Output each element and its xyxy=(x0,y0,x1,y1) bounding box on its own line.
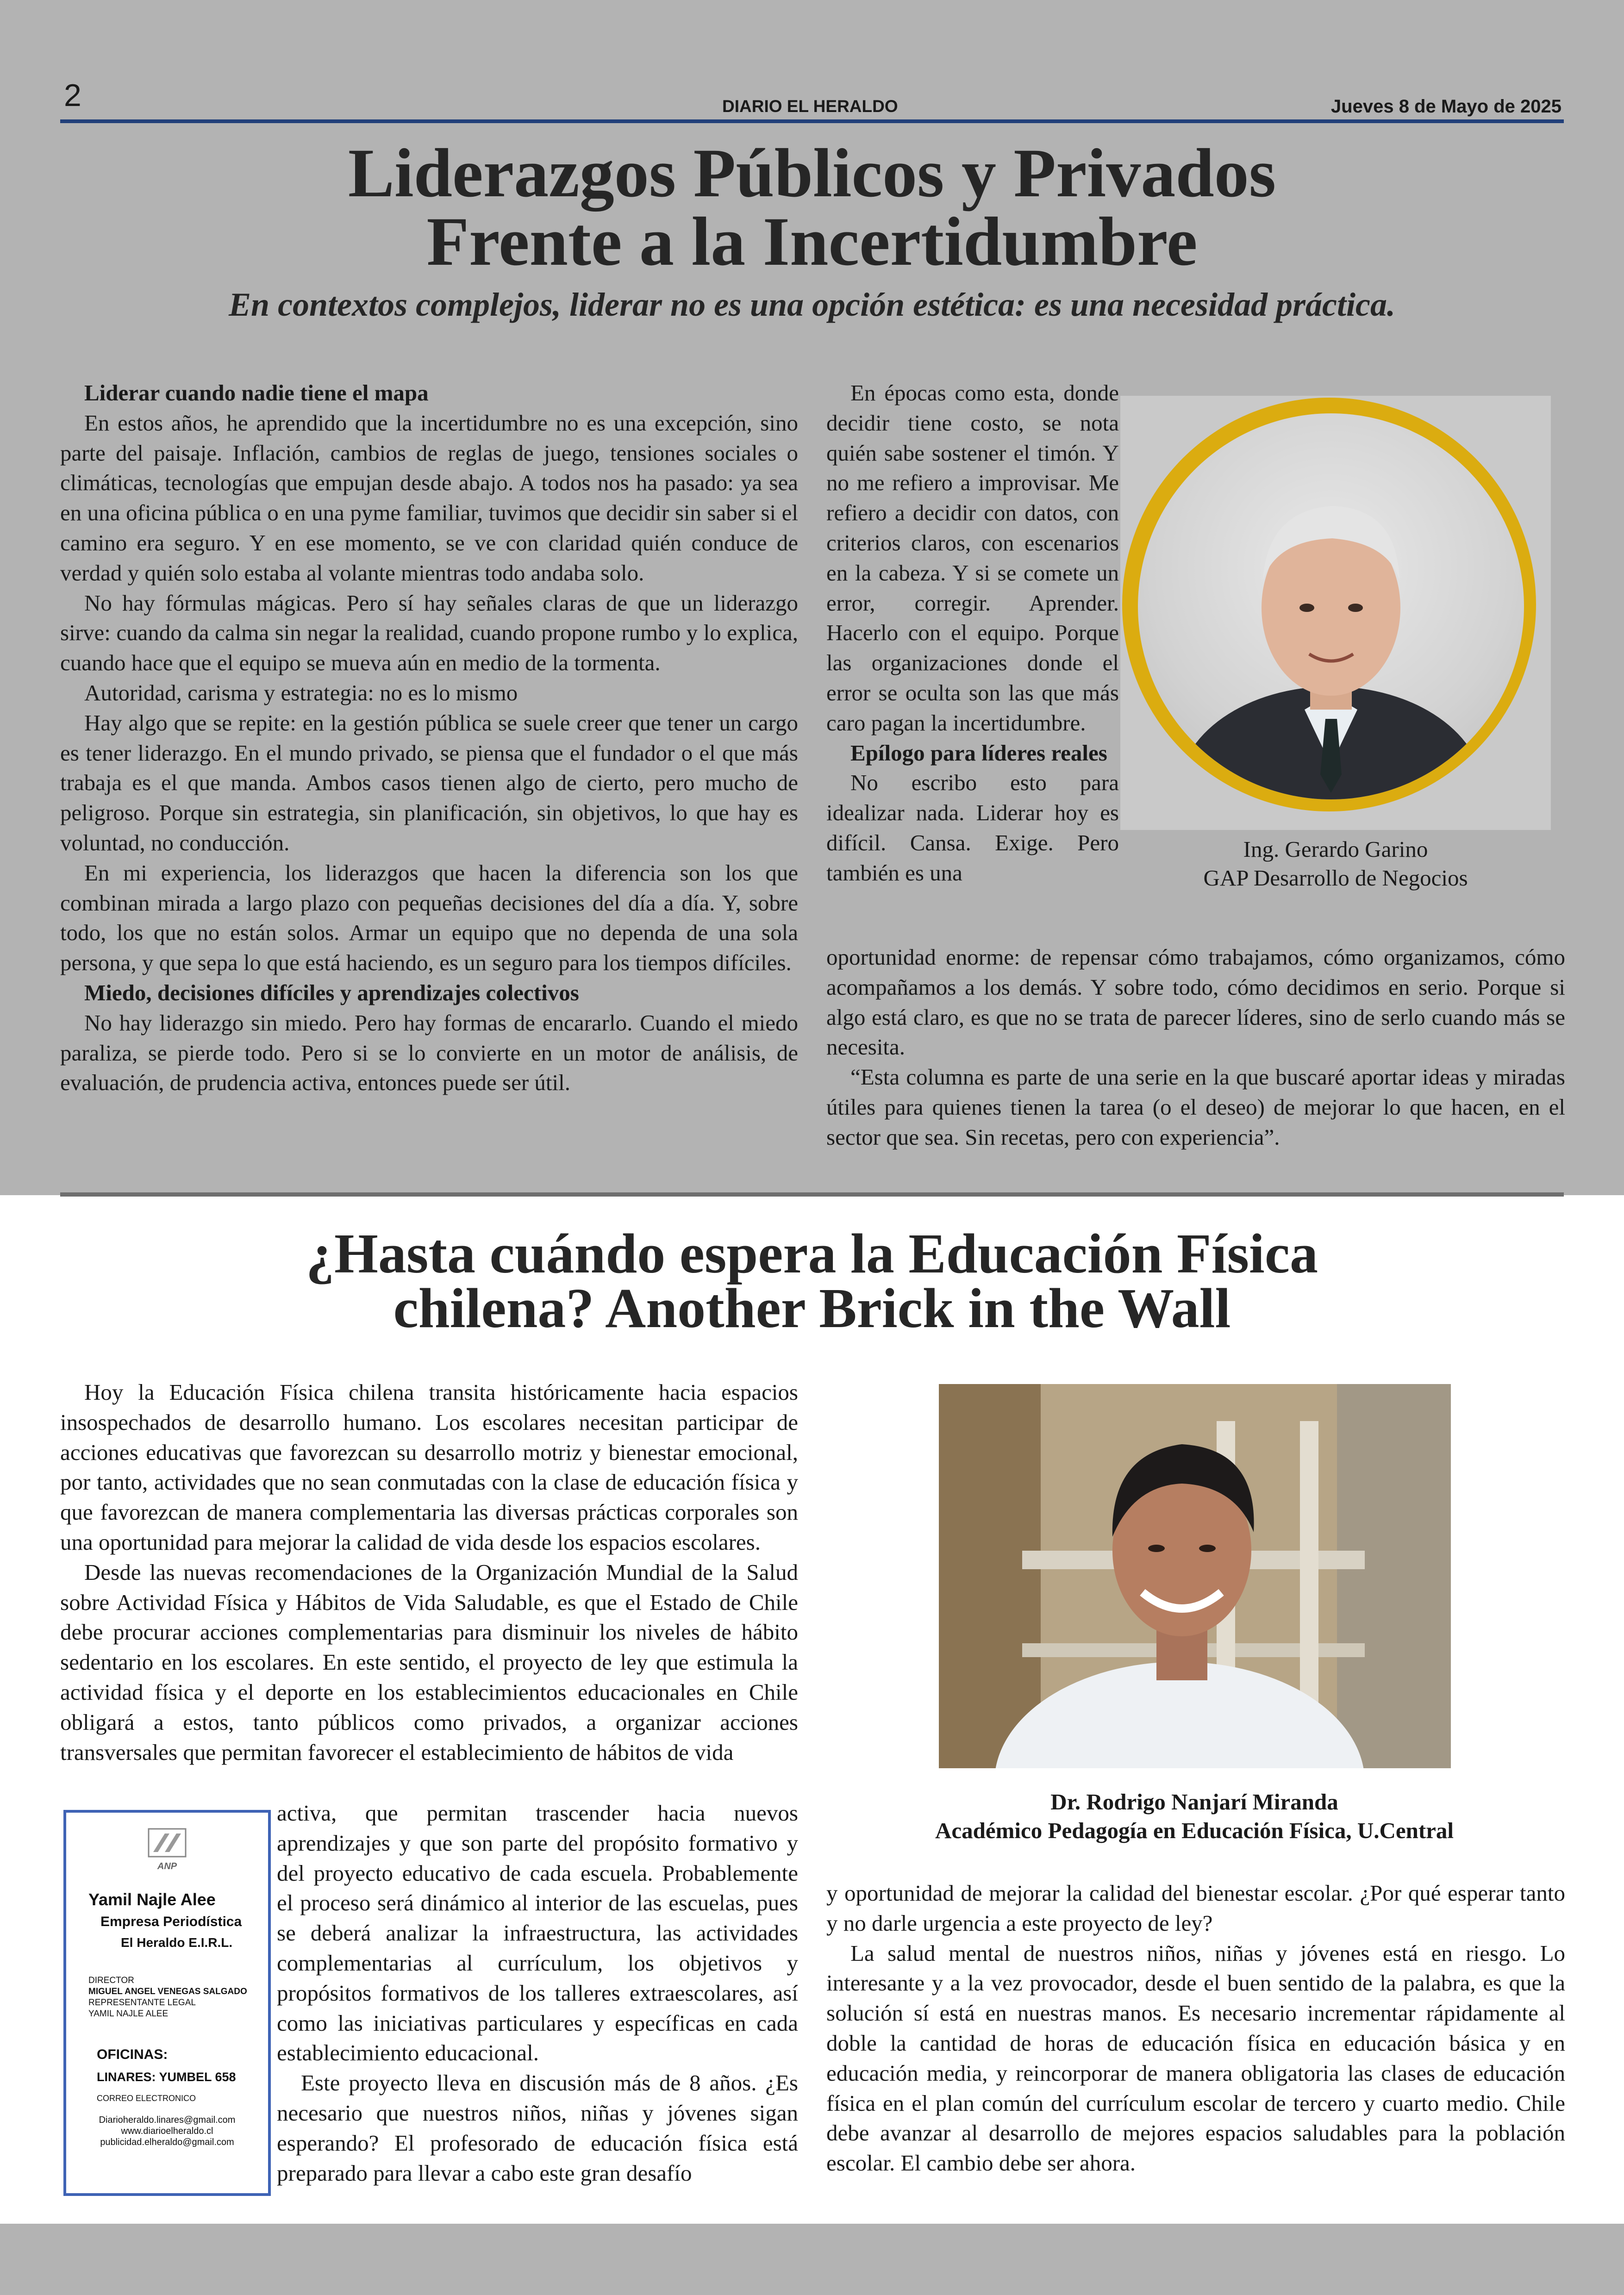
paragraph: Hay algo que se repite: en la gestión pública se suele creer que tener un cargo es tener liderazgo. En el mundo privado, se piensa que el fundador o el que más trabaja es el que manda. Ambos casos tienen algo de cierto, pero mucho de peligroso. Porque sin estrategia, sin planificación, sin objetivos, lo que hay es voluntad, no conducción. xyxy=(60,710,798,855)
paragraph: Este proyecto lleva en discusión más de 8 años. ¿Es necesario que nuestros niños, niñas y jóvenes sigan esperando? El profesorado de educación física está preparado para llevar a cabo este gran desafío xyxy=(277,2070,798,2186)
paragraph: La salud mental de nuestros niños, niñas y jóvenes está en riesgo. Lo interesante y a la vez provocador, desde el buen sentido de la palabra, es que la solución sí está en nuestras manos. Es necesario incrementar rápidamente al doble la cantidad de horas de educación física en educación básica y en educación media, y reincorporar de manera obligatoria las clases de educación física en el plan común del currículum escolar de tercero y cuarto medio. Chile debe avanzar al desarrollo de mejores espacios saludables para la población escolar. El cambio debe ser ahora. xyxy=(826,1940,1565,2176)
article2-right-column xyxy=(826,1878,1565,2178)
article1-left-column xyxy=(60,378,798,1098)
paragraph: En estos años, he aprendido que la incertidumbre no es una excepción, sino parte del paisaje. Inflación, cambios de reglas de juego, tensiones sociales o climáticas, tecnologías que empujan desde abajo. A todos nos ha pasado: ya sea en una oficina pública o en una pyme familiar, tuvimos que decidir sin saber si el camino era seguro. Y en ese momento, se ve con claridad quién conduce de verdad y quién solo estaba al volante mientras todo andaba solo. xyxy=(60,410,798,586)
masthead-company-line1: Empresa Periodística xyxy=(100,1914,242,1929)
anp-logo-text: ANP xyxy=(157,1861,177,1871)
photo1-caption-role: GAP Desarrollo de Negocios xyxy=(1203,865,1468,891)
paragraph: No escribo esto para idealizar nada. Liderar hoy es difícil. Cansa. Exige. Pero también es una xyxy=(826,770,1119,886)
masthead-company-line2: El Heraldo E.I.R.L. xyxy=(121,1935,233,1950)
masthead-box xyxy=(63,1810,271,2196)
masthead-email-advertising: publicidad.elheraldo@gmail.com xyxy=(100,2137,234,2147)
paragraph: oportunidad enorme: de repensar cómo trabajamos, cómo organizamos, cómo acompañamos a los demás. Y sobre todo, cómo decidimos en serio. Porque si algo está claro, es que no se trata de parecer líderes, sino de serlo cuando más se necesita. xyxy=(826,944,1565,1060)
masthead-website: www.diarioelheraldo.cl xyxy=(121,2126,213,2136)
paragraph: En épocas como esta, donde decidir tiene costo, se nota quién sabe sostener el timón. Y no me refiero a improvisar. Me refiero a decidir con datos, con criterios claros, con escenarios en la cabeza. Y si se comete un error, corregir. Aprender. Hacerlo con el equipo. Porque las organizaciones donde el error se oculta son las que más caro pagan la incertidumbre. xyxy=(826,380,1119,736)
author-photo-rodrigo xyxy=(939,1384,1451,1768)
masthead-legal-label: REPRESENTANTE LEGAL xyxy=(88,1998,196,2008)
paragraph: Hoy la Educación Física chilena transita históricamente hacia espacios insospechados de desarrollo humano. Los escolares necesitan participar de acciones educativas que favorezcan su desarrollo motriz y bienestar emocional, por tanto, actividades que no sean conmutadas con la clase de educación física y que favorezcan de manera complementaria las diversas prácticas corporales son una oportunidad para mejorar la calidad de vida desde los espacios escolares. xyxy=(60,1379,798,1555)
anp-logo-icon xyxy=(146,1827,188,1859)
paragraph: activa, que permitan trascender hacia nuevos aprendizajes y que son parte del propósito formativo y del proyecto educativo de cada escuela. Probablemente el proceso será dinámico al interior de las escuelas, pues se deberá analizar la infraestructura, las actividades complementarias al currículum, los objetivos y propósitos formativos de los talleres extraescolares, así como las iniciativas particulares y específicas en cada establecimiento educacional. xyxy=(277,1800,798,2066)
masthead-legal-name: YAMIL NAJLE ALEE xyxy=(88,2009,169,2019)
issue-date: Jueves 8 de Mayo de 2025 xyxy=(1330,96,1562,117)
article-divider xyxy=(60,1192,1564,1197)
author-photo-gerardo xyxy=(1120,396,1551,830)
photo1-caption-name: Ing. Gerardo Garino xyxy=(1243,836,1428,862)
paragraph: “Esta columna es parte de una serie en la que buscaré aportar ideas y miradas útiles para quienes tienen la tarea (o el deseo) de mejorar lo que hacen, en el sector que sea. Sin recetas, pero con experiencia”. xyxy=(826,1064,1565,1150)
masthead-director-name: MIGUEL ANGEL VENEGAS SALGADO xyxy=(88,1987,247,1996)
masthead-email-label: CORREO ELECTRONICO xyxy=(97,2094,196,2103)
masthead-offices-label: OFICINAS: xyxy=(97,2047,168,2062)
paragraph: No hay liderazgo sin miedo. Pero hay formas de encararlo. Cuando el miedo paraliza, se pierde todo. Pero si se lo convierte en un motor de análisis, de evaluación, de prudencia activa, entonces puede ser útil. xyxy=(60,1010,798,1096)
article1-title-line1: Liderazgos Públicos y Privados xyxy=(348,135,1276,212)
article2-narrow-column xyxy=(277,1798,798,2188)
section-heading: Miedo, decisiones difíciles y aprendizajes colectivos xyxy=(84,979,579,1005)
article1-right-narrow-column xyxy=(826,378,1119,888)
article2-title-line2: chilena? Another Brick in the Wall xyxy=(393,1277,1231,1340)
page-footer-band xyxy=(0,2224,1624,2295)
photo2-caption xyxy=(870,1788,1518,1845)
photo2-caption-name: Dr. Rodrigo Nanjarí Miranda xyxy=(1050,1789,1338,1815)
anp-logo xyxy=(66,1827,268,1871)
photo2-caption-role: Académico Pedagogía en Educación Física, U.Central xyxy=(935,1818,1454,1843)
section-heading: Autoridad, carisma y estrategia: no es lo mismo xyxy=(84,680,518,705)
portrait-gerardo xyxy=(1138,413,1524,799)
article1-subtitle: En contextos complejos, liderar no es una opción estética: es una necesidad práctica. xyxy=(229,286,1395,323)
portrait-rodrigo xyxy=(939,1384,1451,1768)
paragraph: No hay fórmulas mágicas. Pero sí hay señales claras de que un liderazgo sirve: cuando da calma sin negar la realidad, cuando propone rumbo y lo explica, cuando hace que el equipo se mueva aún en medio de la tormenta. xyxy=(60,590,798,676)
article2-title-line1: ¿Hasta cuándo espera la Educación Física xyxy=(306,1222,1318,1285)
article2-title xyxy=(0,1222,1624,1340)
portrait-illustration xyxy=(1138,413,1524,799)
masthead-offices-address: LINARES: YUMBEL 658 xyxy=(97,2070,236,2084)
masthead-owner: Yamil Najle Alee xyxy=(88,1890,216,1909)
article2-left-column xyxy=(60,1378,798,1767)
paragraph: En mi experiencia, los liderazgos que hacen la diferencia son los que combinan mirada a largo plazo con pequeñas decisiones del día a día. Y, sobre todo, los que no están solos. Armar un equipo que no dependa de una sola persona, y que sepa lo que está haciendo, es un seguro para los tiempos difíciles. xyxy=(60,860,798,976)
newspaper-name: DIARIO EL HERALDO xyxy=(722,97,898,116)
page-number: 2 xyxy=(64,78,81,113)
header-rule xyxy=(60,119,1564,123)
masthead-email-primary: Diarioheraldo.linares@gmail.com xyxy=(99,2115,236,2125)
masthead-director-label: DIRECTOR xyxy=(88,1976,134,1985)
article1-title xyxy=(0,135,1624,280)
section-heading: Liderar cuando nadie tiene el mapa xyxy=(84,380,429,405)
epilogue-heading: Epílogo para líderes reales xyxy=(850,740,1107,766)
photo1-caption xyxy=(1120,835,1551,892)
paragraph: Desde las nuevas recomendaciones de la Organización Mundial de la Salud sobre Actividad Física y Hábitos de Vida Saludable, es que el Estado de Chile debe procurar acciones complementarias para disminuir los niveles de hábito sedentario en los escolares. En este sentido, el proyecto de ley que estimula la actividad física y el deporte en los establecimientos educacionales en Chile obligará a estos, tanto públicos como privados, a organizar acciones transversales que permitan favorecer el establecimiento de hábitos de vida xyxy=(60,1559,798,1765)
article1-title-line2: Frente a la Incertidumbre xyxy=(426,203,1198,280)
article1-closing-column xyxy=(826,942,1565,1153)
paragraph: y oportunidad de mejorar la calidad del bienestar escolar. ¿Por qué esperar tanto y no darle urgencia a este proyecto de ley? xyxy=(826,1880,1565,1936)
